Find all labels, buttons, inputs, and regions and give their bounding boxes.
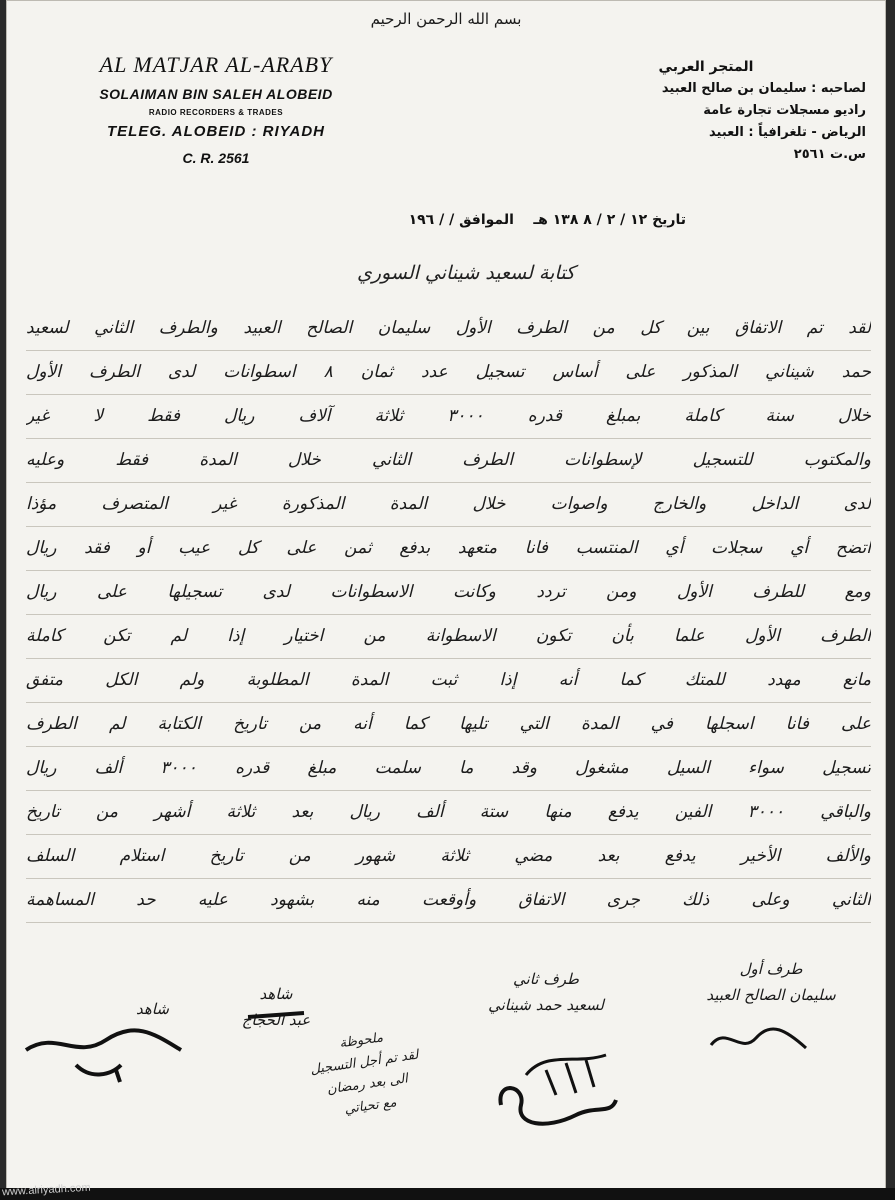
second-party-name: لسعيد حمد شيناني bbox=[488, 996, 604, 1014]
company-name-latin: AL MATJAR AL-ARABY bbox=[99, 52, 333, 77]
commercial-registration-latin: C. R. 2561 bbox=[182, 150, 250, 166]
witness-2-label: شاهد bbox=[136, 1000, 169, 1018]
body-line: على فانا اسجلها في المدة التي تليها كما أنه من تاريخ الكتابة لم الطرف bbox=[26, 706, 871, 747]
letterhead-latin bbox=[66, 52, 366, 166]
body-line: والباقي ٣٠٠٠ الفين يدفع منها ستة ألف ريال بعد ثلاثة أشهر من تاريخ bbox=[26, 794, 871, 835]
handwritten-note bbox=[300, 1022, 431, 1126]
witness-1-name: عبد الحجاج bbox=[241, 1011, 311, 1029]
signature-first-party bbox=[696, 960, 846, 1004]
company-name-arabic: المتجر العربي bbox=[658, 59, 754, 75]
first-party-name: سليمان الصالح العبيد bbox=[706, 986, 836, 1004]
document-title: كتابة لسعيد شيناني السوري bbox=[357, 262, 575, 284]
body-line: الثاني وعلى ذلك جرى الاتفاق وأوقعت منه بشهود عليه حد المساهمة bbox=[26, 882, 871, 923]
page-bottom-edge bbox=[0, 1188, 895, 1200]
body-line: اتضح أي سجلات أي المنتسب فانا متعهد بدفع ثمن على كل عيب أو فقد ريال bbox=[26, 530, 871, 571]
trade-line-arabic: راديو مسجلات تجارة عامة bbox=[703, 103, 866, 118]
body-line: الطرف الأول علما بأن تكون الاسطوانة من اختيار إذا لم تكن كاملة bbox=[26, 618, 871, 659]
body-line: تسجيل سواء السيل مشغول وقد ما سلمت مبلغ قدره ٣٠٠٠ ألف ريال bbox=[26, 750, 871, 791]
telegraph-arabic: الرياض - تلغرافياً : العبيد bbox=[709, 125, 866, 140]
date-line bbox=[226, 212, 686, 228]
letterhead-arabic bbox=[606, 56, 866, 166]
owner-name-arabic: لصاحبه : سليمان بن صالح العبيد bbox=[661, 81, 866, 96]
telegraph-latin: TELEG. ALOBEID : RIYADH bbox=[107, 123, 325, 140]
first-party-signature-scribble bbox=[706, 1020, 816, 1060]
first-party-label: طرف أول bbox=[739, 960, 803, 978]
body-line: مانع مهدد للمتك كما أنه إذا ثبت المدة المطلوبة ولم الكل متفق bbox=[26, 662, 871, 703]
note-line: الى بعد رمضان bbox=[326, 1071, 409, 1098]
basmala: بسم الله الرحمن الرحيم bbox=[370, 10, 522, 28]
body-line: لدى الداخل والخارج واصوات خلال المدة المذكورة غير المتصرف مؤذا bbox=[26, 486, 871, 527]
note-line: لقد تم أجل التسجيل bbox=[309, 1047, 420, 1078]
hijri-date: تاريخ ١٢ / ٢ / ٨ ١٣٨ هـ bbox=[533, 212, 686, 228]
trade-line-latin: RADIO RECORDERS & TRADES bbox=[148, 108, 284, 117]
witness-1-underline bbox=[246, 1005, 306, 1025]
body-line: حمد شيناني المذكور على أساس تسجيل عدد ثمان ٨ اسطوانات لدى الطرف الأول bbox=[26, 354, 871, 395]
note-line: مع تحياتي bbox=[343, 1095, 398, 1118]
body-line: والمكتوب للتسجيل لإسطوانات الطرف الثاني خلال المدة فقط وعليه bbox=[26, 442, 871, 483]
second-party-label: طرف ثاني bbox=[513, 970, 579, 988]
owner-name-latin: SOLAIMAN BIN SALEH ALOBEID bbox=[99, 86, 333, 102]
gregorian-date: الموافق / / ١٩٦ bbox=[408, 212, 514, 228]
letter-paper bbox=[6, 0, 886, 1192]
witness-1-label: شاهد bbox=[259, 985, 293, 1003]
body-line: والألف الأخير يدفع بعد مضي ثلاثة شهور من تاريخ استلام السلف bbox=[26, 838, 871, 879]
watermark: www.alriyadh.com bbox=[1, 1181, 91, 1199]
body-line: خلال سنة كاملة بمبلغ قدره ٣٠٠٠ ثلاثة آلاف ريال فقط لا غير bbox=[26, 398, 871, 439]
witness-2-signature-scribble bbox=[16, 1020, 186, 1090]
large-signature-flourish bbox=[486, 1045, 626, 1135]
commercial-registration-arabic: س.ت ٢٥٦١ bbox=[793, 147, 866, 162]
signature-witness-2 bbox=[26, 1000, 186, 1018]
body-line: لقد تم الاتفاق بين كل من الطرف الأول سليمان الصالح العبيد والطرف الثاني لسعيد bbox=[26, 310, 871, 351]
body-line: ومع للطرف الأول ومن تردد وكانت الاسطوانات لدى تسجيلها على ريال bbox=[26, 574, 871, 615]
signature-second-party bbox=[466, 970, 626, 1014]
note-line: ملحوظة bbox=[338, 1030, 385, 1052]
